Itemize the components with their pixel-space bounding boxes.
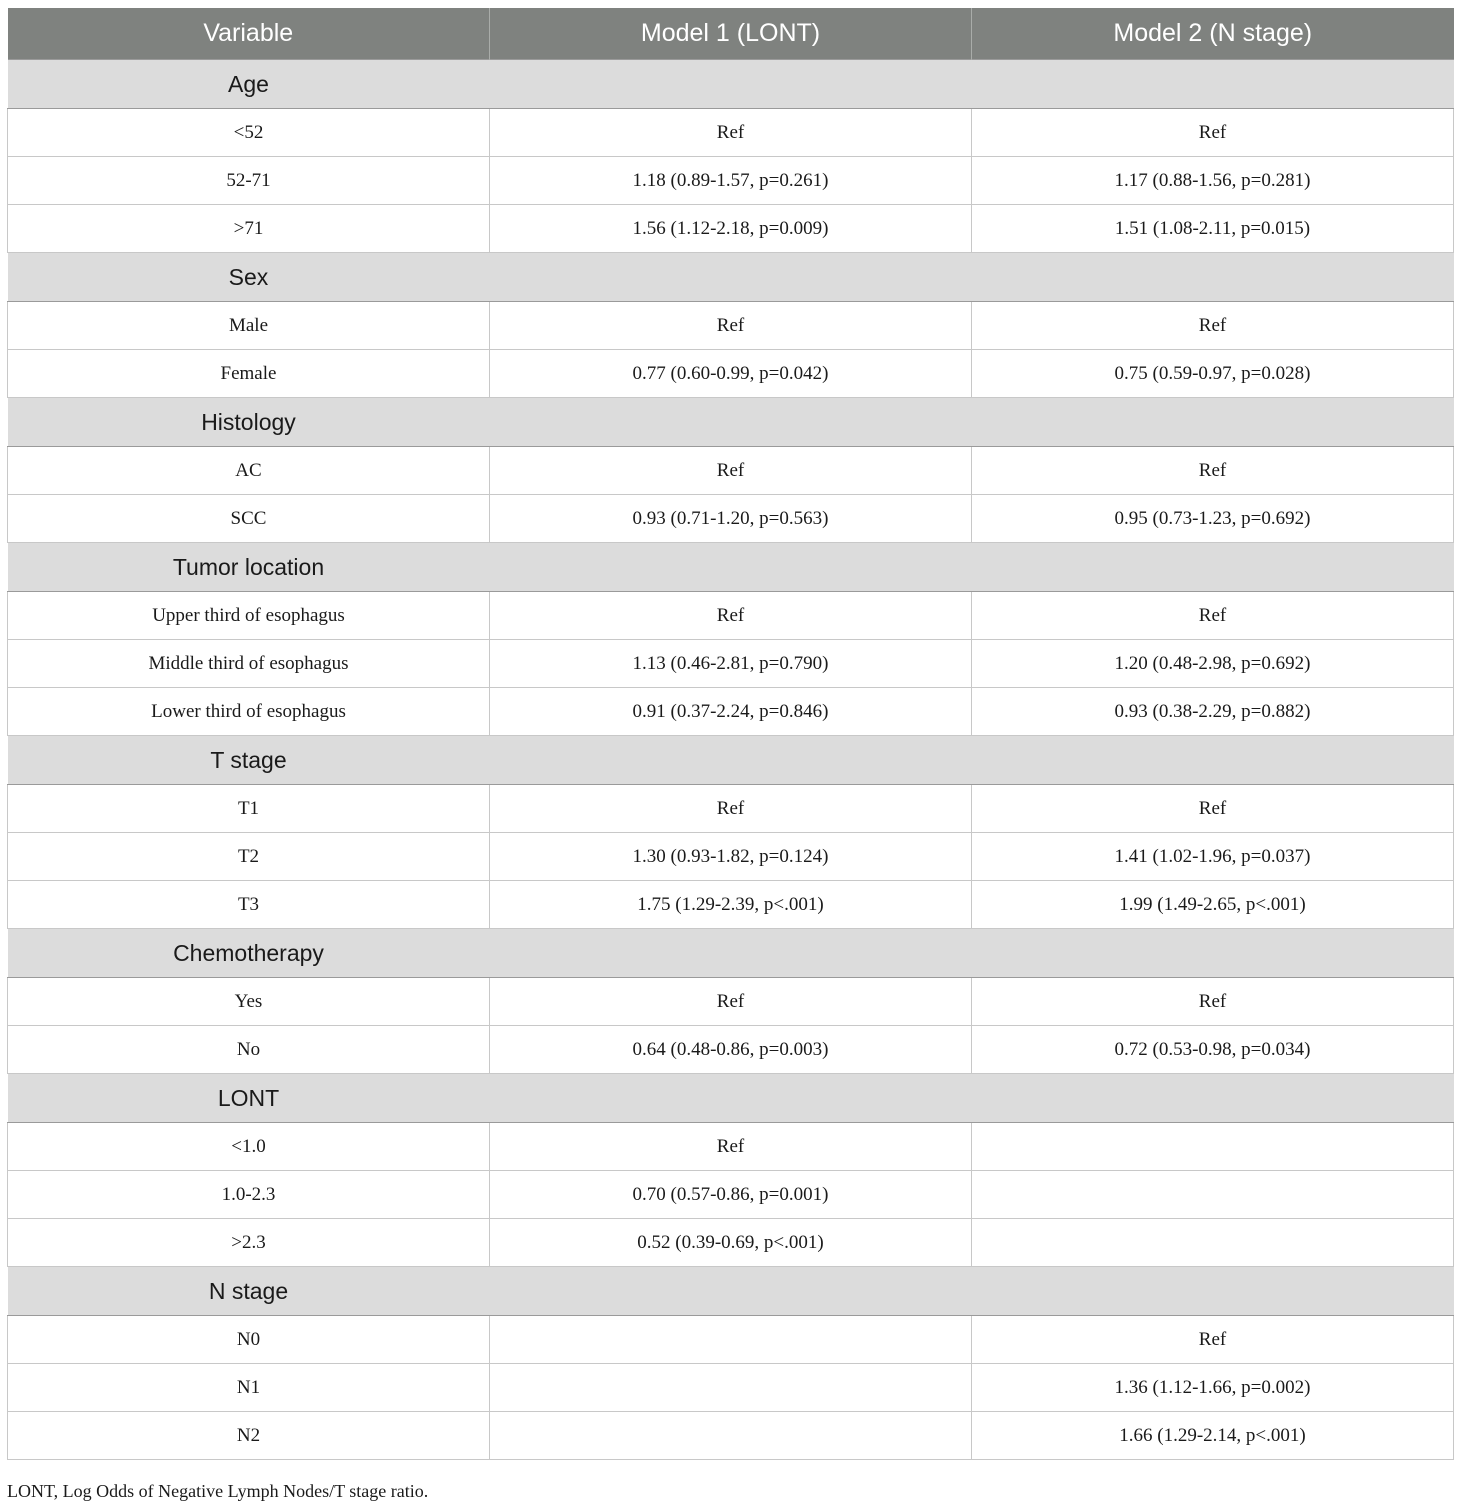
variable-cell: Female xyxy=(8,350,490,398)
variable-cell: Yes xyxy=(8,978,490,1026)
model-1-cell: Ref xyxy=(490,447,972,495)
model-2-cell: 1.66 (1.29-2.14, p<.001) xyxy=(972,1412,1454,1460)
model-1-cell xyxy=(490,1364,972,1412)
variable-cell: >71 xyxy=(8,205,490,253)
model-1-cell: 1.18 (0.89-1.57, p=0.261) xyxy=(490,157,972,205)
table-row xyxy=(8,205,1454,253)
header-model-2: Model 2 (N stage) xyxy=(972,8,1454,60)
section-row xyxy=(8,1074,1454,1123)
variable-cell: SCC xyxy=(8,495,490,543)
section-title: Histology xyxy=(201,408,296,435)
section-cell xyxy=(8,543,1454,592)
model-2-cell xyxy=(972,1219,1454,1267)
model-1-cell xyxy=(490,1412,972,1460)
model-2-cell: 1.51 (1.08-2.11, p=0.015) xyxy=(972,205,1454,253)
variable-cell: T2 xyxy=(8,833,490,881)
section-cell xyxy=(8,60,1454,109)
variable-cell: T3 xyxy=(8,881,490,929)
model-2-cell: Ref xyxy=(972,978,1454,1026)
section-title: Age xyxy=(228,70,269,97)
model-1-cell: 0.64 (0.48-0.86, p=0.003) xyxy=(490,1026,972,1074)
table-row xyxy=(8,978,1454,1026)
model-1-cell xyxy=(490,1316,972,1364)
header-variable: Variable xyxy=(8,8,490,60)
variable-cell: T1 xyxy=(8,785,490,833)
model-1-cell: 0.91 (0.37-2.24, p=0.846) xyxy=(490,688,972,736)
model-1-cell: 1.30 (0.93-1.82, p=0.124) xyxy=(490,833,972,881)
variable-cell: Male xyxy=(8,302,490,350)
table-row xyxy=(8,881,1454,929)
variable-cell: 52-71 xyxy=(8,157,490,205)
model-1-cell: Ref xyxy=(490,302,972,350)
model-2-cell xyxy=(972,1171,1454,1219)
section-cell xyxy=(8,253,1454,302)
model-2-cell: 1.17 (0.88-1.56, p=0.281) xyxy=(972,157,1454,205)
variable-cell: >2.3 xyxy=(8,1219,490,1267)
section-cell xyxy=(8,929,1454,978)
model-1-cell: 0.77 (0.60-0.99, p=0.042) xyxy=(490,350,972,398)
variable-cell: N0 xyxy=(8,1316,490,1364)
table-row xyxy=(8,350,1454,398)
section-title: Chemotherapy xyxy=(173,939,324,966)
variable-cell: 1.0-2.3 xyxy=(8,1171,490,1219)
table-row xyxy=(8,785,1454,833)
model-2-cell: 1.36 (1.12-1.66, p=0.002) xyxy=(972,1364,1454,1412)
section-title: N stage xyxy=(208,1277,289,1304)
section-cell xyxy=(8,1267,1454,1316)
model-1-cell: Ref xyxy=(490,109,972,157)
table-row xyxy=(8,1219,1454,1267)
model-2-cell xyxy=(972,1123,1454,1171)
model-1-cell: Ref xyxy=(490,1123,972,1171)
regression-table-container xyxy=(7,8,1453,1460)
section-title: Tumor location xyxy=(172,553,325,580)
section-row xyxy=(8,60,1454,109)
table-row xyxy=(8,1364,1454,1412)
table-footnote: LONT, Log Odds of Negative Lymph Nodes/T stage ratio. xyxy=(7,1481,429,1501)
header-model-1: Model 1 (LONT) xyxy=(490,8,972,60)
table-row xyxy=(8,640,1454,688)
model-2-cell: 0.75 (0.59-0.97, p=0.028) xyxy=(972,350,1454,398)
table-row xyxy=(8,1026,1454,1074)
variable-cell: <1.0 xyxy=(8,1123,490,1171)
header-row xyxy=(8,8,1454,60)
model-2-cell: 1.20 (0.48-2.98, p=0.692) xyxy=(972,640,1454,688)
model-2-cell: Ref xyxy=(972,302,1454,350)
regression-table xyxy=(7,8,1454,1460)
variable-cell: Lower third of esophagus xyxy=(8,688,490,736)
table-row xyxy=(8,833,1454,881)
model-1-cell: Ref xyxy=(490,978,972,1026)
table-row xyxy=(8,109,1454,157)
model-1-cell: 1.56 (1.12-2.18, p=0.009) xyxy=(490,205,972,253)
table-header xyxy=(8,8,1454,60)
model-1-cell: 0.70 (0.57-0.86, p=0.001) xyxy=(490,1171,972,1219)
section-row xyxy=(8,1267,1454,1316)
section-title: T stage xyxy=(210,746,287,773)
table-row xyxy=(8,688,1454,736)
section-row xyxy=(8,253,1454,302)
section-title: LONT xyxy=(217,1084,280,1111)
table-row xyxy=(8,302,1454,350)
model-1-cell: 0.52 (0.39-0.69, p<.001) xyxy=(490,1219,972,1267)
variable-cell: N2 xyxy=(8,1412,490,1460)
table-row xyxy=(8,1412,1454,1460)
section-row xyxy=(8,929,1454,978)
variable-cell: No xyxy=(8,1026,490,1074)
section-cell xyxy=(8,736,1454,785)
table-row xyxy=(8,1171,1454,1219)
model-2-cell: 0.93 (0.38-2.29, p=0.882) xyxy=(972,688,1454,736)
variable-cell: AC xyxy=(8,447,490,495)
model-1-cell: 0.93 (0.71-1.20, p=0.563) xyxy=(490,495,972,543)
model-1-cell: Ref xyxy=(490,592,972,640)
section-row xyxy=(8,736,1454,785)
table-body xyxy=(8,60,1454,1460)
model-1-cell: Ref xyxy=(490,785,972,833)
table-row xyxy=(8,1123,1454,1171)
variable-cell: N1 xyxy=(8,1364,490,1412)
model-2-cell: 0.72 (0.53-0.98, p=0.034) xyxy=(972,1026,1454,1074)
model-2-cell: Ref xyxy=(972,592,1454,640)
section-row xyxy=(8,543,1454,592)
section-cell xyxy=(8,1074,1454,1123)
section-cell xyxy=(8,398,1454,447)
model-2-cell: Ref xyxy=(972,109,1454,157)
table-row xyxy=(8,1316,1454,1364)
table-row xyxy=(8,157,1454,205)
model-2-cell: Ref xyxy=(972,1316,1454,1364)
model-1-cell: 1.13 (0.46-2.81, p=0.790) xyxy=(490,640,972,688)
section-row xyxy=(8,398,1454,447)
model-2-cell: Ref xyxy=(972,447,1454,495)
table-row xyxy=(8,592,1454,640)
model-2-cell: 1.41 (1.02-1.96, p=0.037) xyxy=(972,833,1454,881)
section-title: Sex xyxy=(228,263,269,290)
variable-cell: Upper third of esophagus xyxy=(8,592,490,640)
model-2-cell: 1.99 (1.49-2.65, p<.001) xyxy=(972,881,1454,929)
model-1-cell: 1.75 (1.29-2.39, p<.001) xyxy=(490,881,972,929)
variable-cell: <52 xyxy=(8,109,490,157)
variable-cell: Middle third of esophagus xyxy=(8,640,490,688)
model-2-cell: Ref xyxy=(972,785,1454,833)
table-row xyxy=(8,495,1454,543)
table-row xyxy=(8,447,1454,495)
model-2-cell: 0.95 (0.73-1.23, p=0.692) xyxy=(972,495,1454,543)
